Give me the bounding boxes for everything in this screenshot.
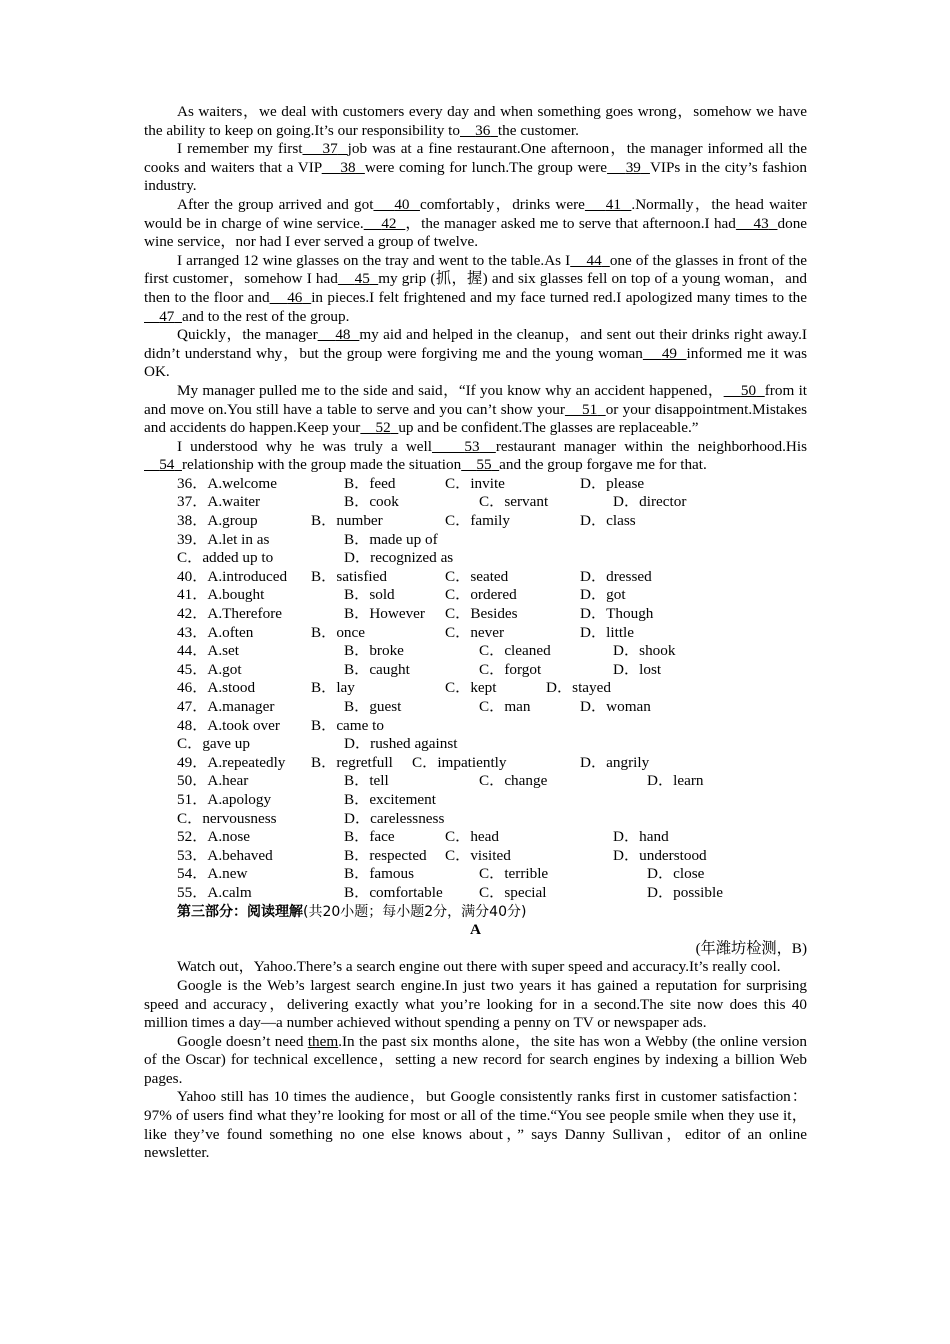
option-text: C．Besides	[445, 605, 518, 623]
option-row	[144, 717, 807, 736]
option-text: 42．A.Therefore	[177, 605, 282, 623]
blank-43: 43	[753, 214, 769, 232]
option-text: B．guest	[344, 698, 402, 715]
option-text: B．famous	[344, 865, 415, 883]
reading-paragraph-1: Watch out，Yahoo.There’s a search engine out there with super speed and accuracy.It’s really cool.	[177, 958, 781, 976]
option-row	[144, 512, 807, 531]
cloze-paragraph-3: After the group arrived and got 40 comfortably，drinks were 41 .Normally，the head waiter would be in charge of wine service. 42 ，the manager asked me to serve that afternoon.I had 43 done wine service，nor had I ever served a group of twelve.	[144, 195, 808, 251]
option-text: 45．A.got	[177, 660, 242, 678]
option-text: 55．A.calm	[177, 883, 252, 901]
option-text: 50．A.hear	[177, 772, 249, 790]
option-text: 38．A.group	[177, 512, 258, 530]
cloze-paragraph-5: Quickly，the manager 48 my aid and helped in the cleanup，and sent out their drinks right away.I didn’t understand why，but the group were forgiving me and the young woman 49 informed me it was OK.	[144, 326, 807, 381]
source-note: (年潍坊检测，B)	[695, 939, 807, 957]
reading-paragraph-3: Google doesn’t need them.In the past six months alone，the site has won a Webby (the online version of the Oscar) for technical excellence，setting a new record for search engines by indexing a billion Web pages.	[144, 1032, 807, 1087]
option-text: B．excitement	[344, 790, 436, 808]
option-text: C．servant	[479, 493, 549, 511]
option-row	[144, 679, 807, 698]
option-row	[144, 735, 807, 754]
answer-options	[144, 475, 807, 903]
document-page	[144, 103, 807, 1163]
option-text: 52．A.nose	[177, 828, 250, 846]
part-label: A	[470, 921, 481, 939]
option-text: C．cleaned	[479, 642, 551, 660]
option-text: D．class	[580, 512, 636, 530]
option-text: D．dressed	[580, 567, 652, 585]
option-text: 44．A.set	[177, 642, 240, 660]
option-text: C．gave up	[177, 735, 250, 753]
option-row	[144, 493, 807, 512]
section-heading: 第三部分：阅读理解(共20小题；每小题2分，满分40分)	[177, 903, 527, 920]
option-row	[144, 642, 807, 661]
blank-52: 52	[375, 419, 391, 437]
option-text: B．regretfull	[311, 753, 393, 771]
option-text: 48．A.took over	[177, 716, 280, 734]
blank-39: 39	[625, 158, 641, 176]
cloze-paragraph-7: I understood why he was truly a well 53 restaurant manager within the neighborhood.His 54 relationship with the group made the situation 55 and the group forgave me for that.	[144, 438, 807, 475]
option-text: C．seated	[445, 567, 509, 585]
blank-47: 47	[159, 307, 175, 325]
option-text: 46．A.stood	[177, 679, 256, 697]
option-row	[144, 772, 807, 791]
option-text: B．cook	[344, 493, 399, 511]
option-text: D．lost	[613, 660, 662, 678]
option-text: B．feed	[344, 474, 396, 492]
option-text: D．possible	[647, 883, 723, 901]
option-text: B．made up of	[344, 530, 438, 548]
cloze-paragraph-1: As waiters，we deal with customers every day and when something goes wrong，somehow we have the ability to keep on going.It’s our responsibility to 36 the customer.	[144, 103, 807, 139]
option-text: D．rushed against	[344, 735, 458, 753]
blank-37: 37	[322, 140, 338, 158]
blank-49: 49	[661, 344, 678, 362]
option-text: B．tell	[344, 772, 389, 790]
reading-paragraph-4: Yahoo still has 10 times the audience，but Google consistently ranks first in customer satisfaction：97% of users find what they’re looking for most or all of the time.“You see people smile when they use it，like they’ve found something no one else knows about，” says Danny Sullivan，editor of an online newsletter.	[144, 1088, 807, 1162]
blank-45: 45	[354, 270, 370, 288]
option-text: 54．A.new	[177, 865, 248, 883]
blank-36: 36	[475, 121, 491, 139]
blank-41: 41	[605, 195, 621, 213]
cloze-paragraph-2: I remember my first 37 job was at a fine restaurant.One afternoon，the manager informed all the cooks and waiters that a VIP 38 were coming for lunch.The group were 39 VIPs in the city’s fashion industry.	[144, 140, 807, 195]
blank-46: 46	[287, 288, 303, 306]
option-row	[144, 549, 807, 568]
option-text: B．respected	[344, 846, 427, 864]
option-row	[144, 475, 807, 494]
option-text: 36．A.welcome	[177, 474, 277, 492]
option-row	[144, 586, 807, 605]
option-text: B．once	[311, 623, 365, 641]
option-text: D．recognized as	[344, 549, 454, 567]
option-text: D．hand	[613, 828, 669, 846]
option-row	[144, 661, 807, 680]
option-text: B．sold	[344, 586, 395, 604]
underlined-word: them	[307, 1032, 339, 1050]
option-text: B．came to	[311, 716, 384, 734]
option-row	[144, 754, 807, 773]
option-text: C．added up to	[177, 549, 274, 567]
option-text: 39．A.let in as	[177, 530, 270, 548]
option-text: D．angrily	[580, 753, 650, 771]
option-row	[144, 865, 807, 884]
cloze-paragraph-6: My manager pulled me to the side and said，“If you know why an accident happened， 50 from it and move on.You still have a table to serve and you can’t show your 51 or your disappointment.Mistakes and accidents do happen.Keep your 52 up and be confident.The glasses are replaceable.”	[144, 381, 808, 437]
option-text: C．ordered	[445, 586, 517, 604]
option-row	[144, 605, 807, 624]
option-text: 51．A.apology	[177, 790, 272, 808]
option-text: B．comfortable	[344, 883, 443, 901]
option-text: D．shook	[613, 642, 676, 660]
blank-44: 44	[586, 251, 602, 269]
option-text: C．forgot	[479, 660, 542, 678]
option-text: D．understood	[613, 846, 707, 864]
blank-48: 48	[335, 326, 351, 344]
option-text: D．Though	[580, 605, 654, 623]
option-row	[144, 828, 807, 847]
option-text: B．broke	[344, 642, 404, 660]
blank-42: 42	[381, 214, 397, 232]
option-text: 40．A.introduced	[177, 567, 288, 585]
option-row	[144, 884, 807, 903]
reading-paragraph-2: Google is the Web’s largest search engine.In just two years it has gained a reputation for surprising speed and accuracy，delivering exactly what you’re looking for in a second.The site now does this 40 million times a day—a number achieved without spending a penny on TV or newspaper ads.	[144, 976, 807, 1032]
option-text: C．nervousness	[177, 809, 277, 827]
option-text: D．please	[580, 474, 645, 492]
option-text: C．terrible	[479, 865, 549, 883]
blank-40: 40	[394, 195, 410, 213]
option-text: D．got	[580, 586, 626, 604]
option-text: B．caught	[344, 660, 410, 678]
blank-50: 50	[740, 381, 757, 399]
option-text: C．kept	[445, 679, 497, 697]
option-text: D．carelessness	[344, 809, 445, 827]
blank-53: 53	[464, 437, 480, 455]
cloze-paragraph-4: I arranged 12 wine glasses on the tray and went to the table.As I 44 one of the glasses in front of the first customer，somehow I had 45 my grip (抓，握) and six glasses fell on top of a young woman，and then to the floor and 46 in pieces.I felt frightened and my face turned red.I apologized many times to the 47 and to the rest of the group.	[144, 251, 808, 325]
option-text: D．learn	[647, 772, 704, 790]
option-text: 47．A.manager	[177, 698, 275, 715]
option-row	[144, 568, 807, 587]
option-row	[144, 791, 807, 810]
option-text: D．woman	[580, 698, 651, 715]
option-text: C．family	[445, 512, 510, 530]
blank-54: 54	[159, 456, 175, 474]
option-text: C．impatiently	[412, 753, 507, 771]
option-text: C．visited	[445, 846, 511, 864]
option-text: C．invite	[445, 474, 505, 492]
option-text: B．face	[344, 828, 395, 846]
blank-51: 51	[581, 400, 598, 418]
option-text: 49．A.repeatedly	[177, 753, 286, 771]
option-row	[144, 624, 807, 643]
option-text: D．little	[580, 623, 634, 641]
option-text: C．change	[479, 772, 548, 790]
blank-55: 55	[476, 456, 492, 474]
option-text: B．number	[311, 512, 383, 530]
option-row	[144, 847, 807, 866]
blank-38: 38	[340, 158, 356, 176]
option-text: C．never	[445, 623, 505, 641]
option-text: C．special	[479, 883, 547, 901]
option-text: B．lay	[311, 679, 355, 697]
option-row	[144, 810, 807, 829]
option-text: 37．A.waiter	[177, 493, 261, 511]
option-text: B．However	[344, 605, 425, 623]
option-row	[144, 698, 807, 717]
option-text: D．stayed	[546, 679, 611, 697]
option-text: C．head	[445, 828, 499, 846]
option-text: B．satisfied	[311, 567, 387, 585]
option-text: 53．A.behaved	[177, 846, 273, 864]
option-text: 41．A.bought	[177, 586, 265, 604]
option-text: D．close	[647, 865, 705, 883]
option-text: C．man	[479, 698, 531, 715]
option-text: 43．A.often	[177, 623, 254, 641]
option-row	[144, 531, 807, 550]
option-text: D．director	[613, 493, 687, 511]
